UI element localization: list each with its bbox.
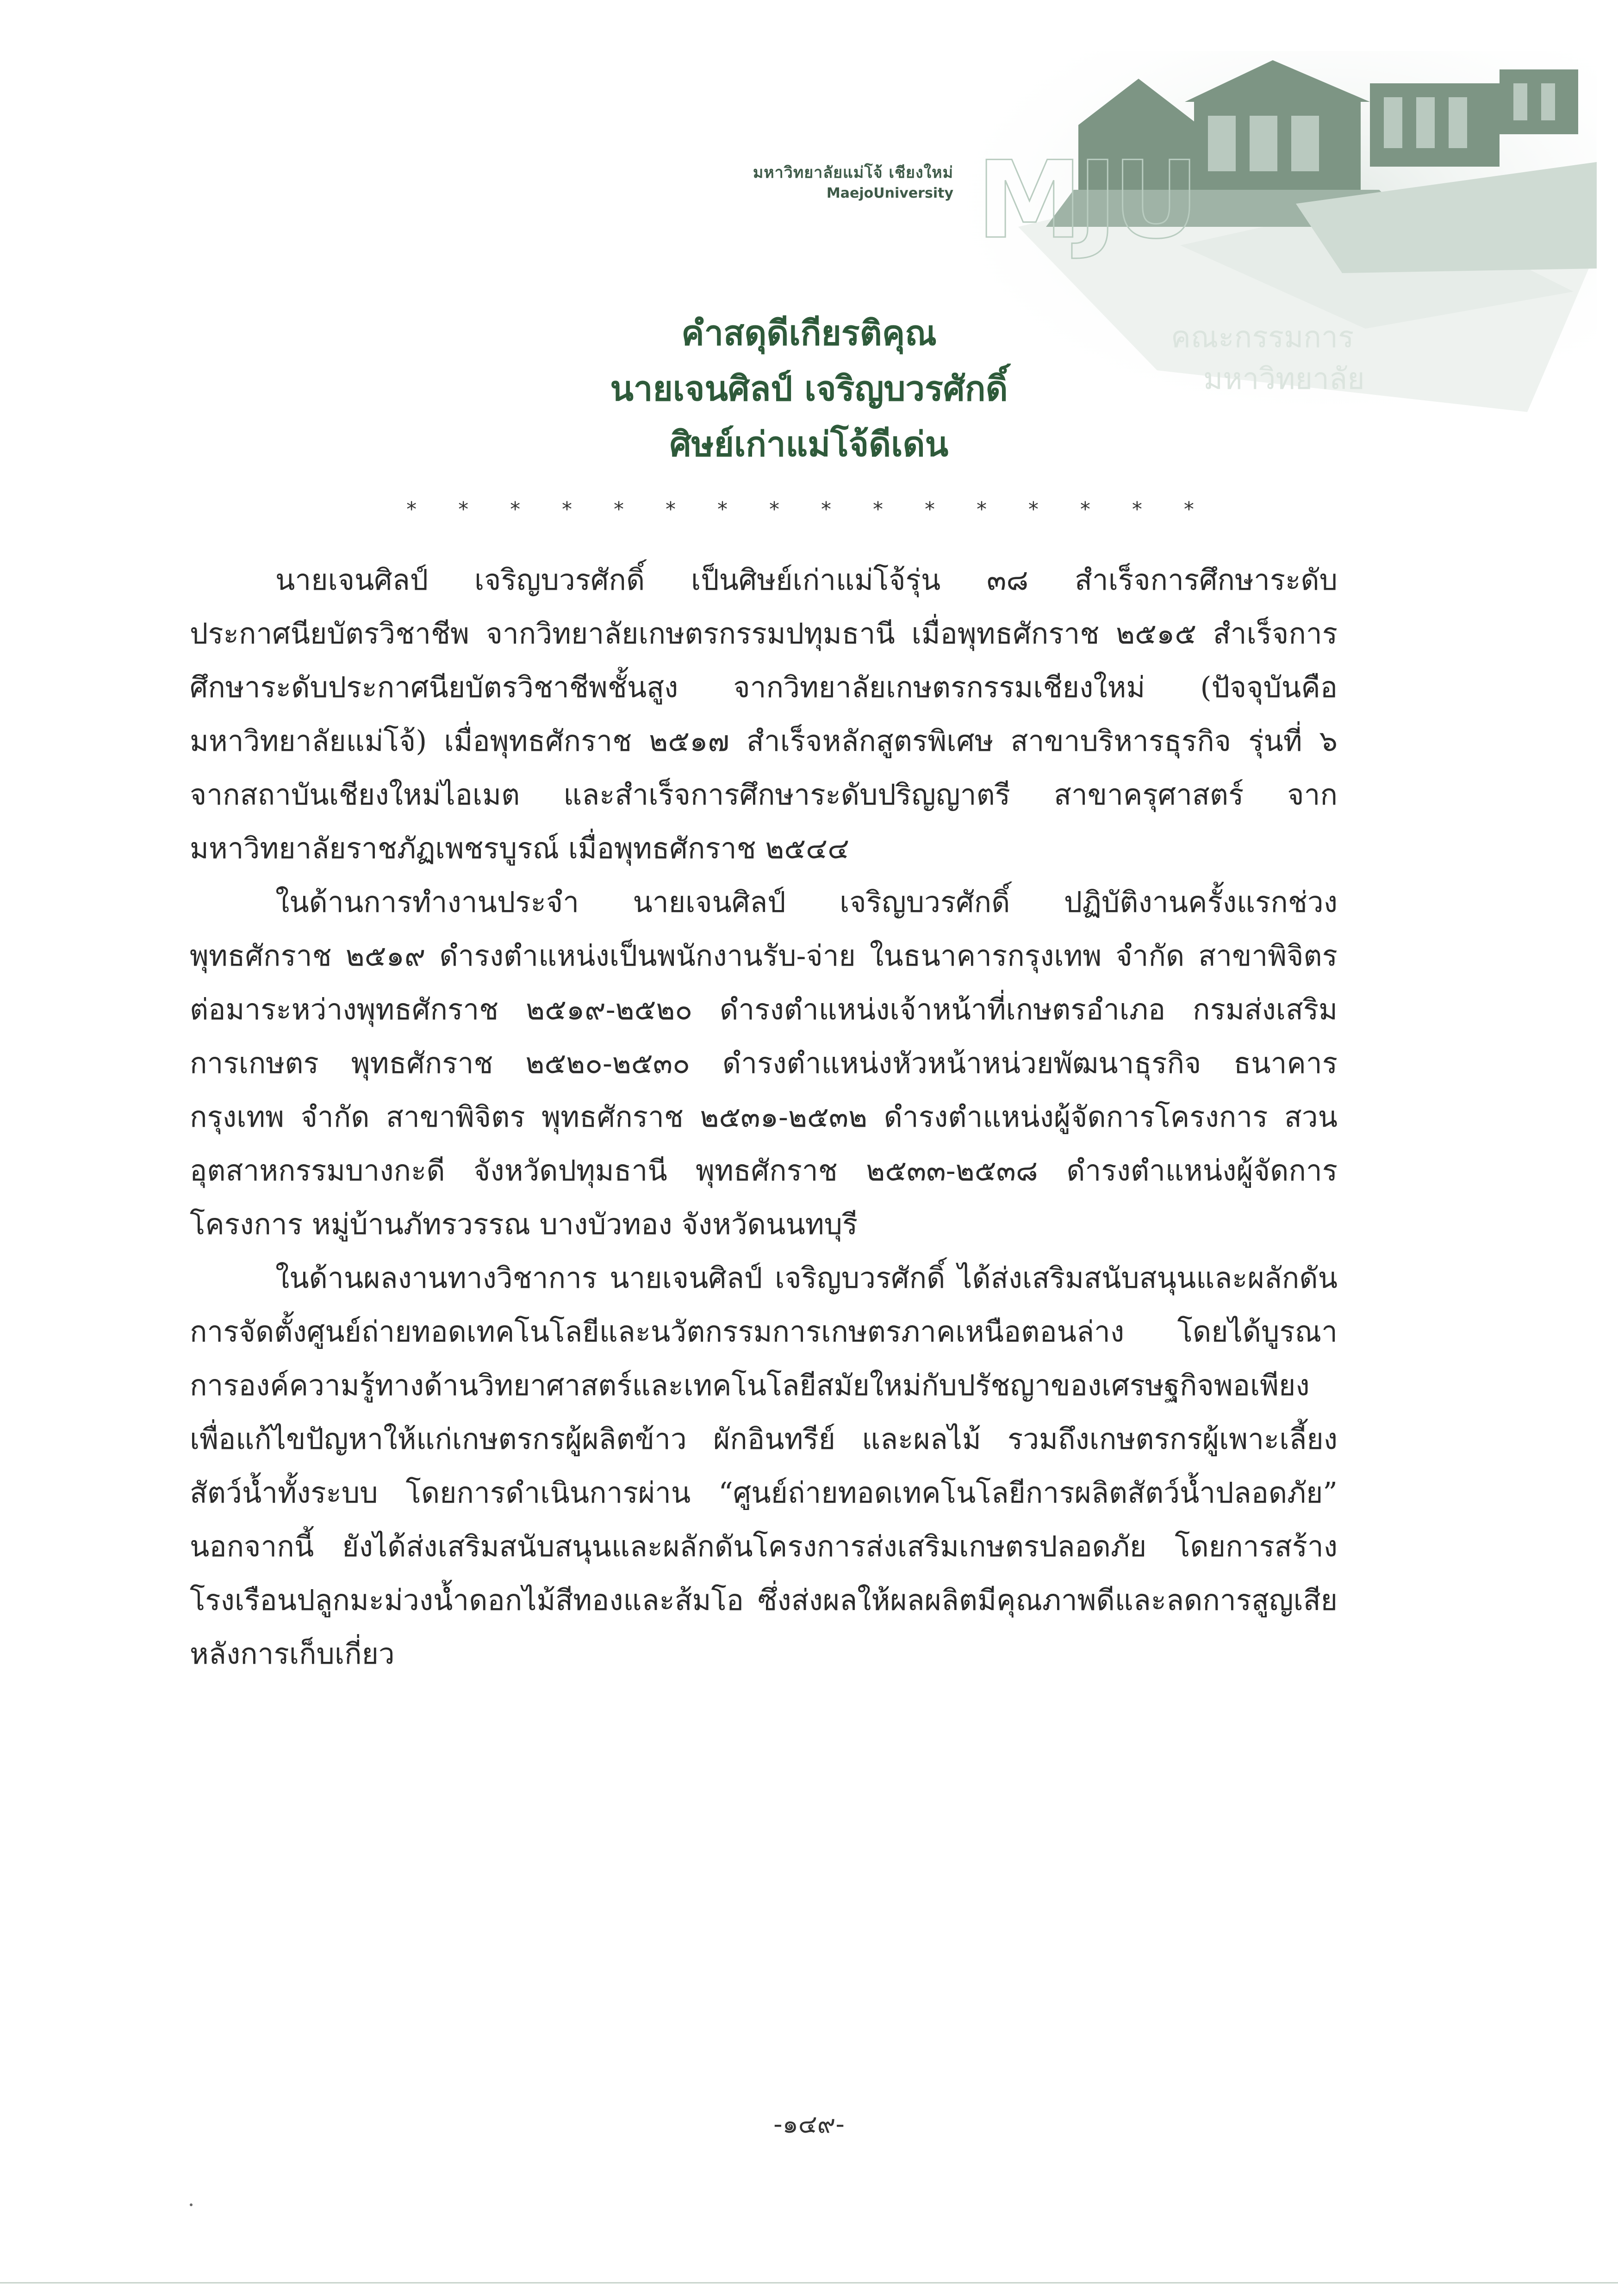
paragraph-career: ในด้านการทำงานประจำ นายเจนศิลป์ เจริญบวรศักดิ์ ปฏิบัติงานครั้งแรกช่วงพุทธศักราช ๒๕๑๙ ดำรงตำแหน่งเป็นพนักงานรับ-จ่าย ในธนาคารกรุงเทพ จำกัด สาขาพิจิตร ต่อมาระหว่างพุทธศักราช ๒๕๑๙-๒๕๒๐ ดำรงตำแหน่งเจ้าหน้าที่เกษตรอำเภอ กรมส่งเสริมการเกษตร พุทธศักราช ๒๕๒๐-๒๕๓๐ ดำรงตำแหน่งหัวหน้าหน่วยพัฒนาธุรกิจ ธนาคารกรุงเทพ จำกัด สาขาพิจิตร พุทธศักราช ๒๕๓๑-๒๕๓๒ ดำรงตำแหน่งผู้จัดการโครงการ สวนอุตสาหกรรมบางกะดี จังหวัดปทุมธานี พุทธศักราช ๒๕๓๓-๒๕๓๘ ดำรงตำแหน่งผู้จัดการโครงการ หมู่บ้านภัทรวรรณ บางบัวทอง จังหวัดนนทบุรี <box>190 885 1338 1241</box>
title-line-2: นายเจนศิลป์ เจริญบวรศักดิ์ <box>610 369 1008 409</box>
paragraph-education: นายเจนศิลป์ เจริญบวรศักดิ์ เป็นศิษย์เก่าแม่โจ้รุ่น ๓๘ สำเร็จการศึกษาระดับประกาศนียบัตรวิชาชีพ จากวิทยาลัยเกษตรกรรมปทุมธานี เมื่อพุทธศักราช ๒๕๑๕ สำเร็จการศึกษาระดับประกาศนียบัตรวิชาชีพชั้นสูง จากวิทยาลัยเกษตรกรรมเชียงใหม่ (ปัจจุบันคือ มหาวิทยาลัยแม่โจ้) เมื่อพุทธศักราช ๒๕๑๗ สำเร็จหลักสูตรพิเศษ สาขาบริหารธุรกิจ รุ่นที่ ๖ จากสถาบันเชียงใหม่ไอเมต และสำเร็จการศึกษาระดับปริญญาตรี สาขาครุศาสตร์ จากมหาวิทยาลัยราชภัฏเพชรบูรณ์ เมื่อพุทธศักราช ๒๕๔๔ <box>190 563 1338 865</box>
citation-body <box>190 553 1338 1681</box>
star-separator: * * * * * * * * * * * * * * * * <box>406 498 1212 521</box>
svg-text:คณะกรรมการ: คณะกรรมการ <box>1171 320 1354 355</box>
university-name-thai: มหาวิทยาลัยแม่โจ้ เชียงใหม่ <box>753 163 953 182</box>
paragraph-academic-work: ในด้านผลงานทางวิชาการ นายเจนศิลป์ เจริญบวรศักดิ์ ได้ส่งเสริมสนับสนุนและผลักดันการจัดตั้งศูนย์ถ่ายทอดเทคโนโลยีและนวัตกรรมการเกษตรภาคเหนือตอนล่าง โดยได้บูรณาการองค์ความรู้ทางด้านวิทยาศาสตร์และเทคโนโลยีสมัยใหม่กับปรัชญาของเศรษฐกิจพอเพียง เพื่อแก้ไขปัญหาให้แก่เกษตรกรผู้ผลิตข้าว ผักอินทรีย์ และผลไม้ รวมถึงเกษตรกรผู้เพาะเลี้ยงสัตว์น้ำทั้งระบบ โดยการดำเนินการผ่าน “ศูนย์ถ่ายทอดเทคโนโลยีการผลิตสัตว์น้ำปลอดภัย” นอกจากนี้ ยังได้ส่งเสริมสนับสนุนและผลักดันโครงการส่งเสริมเกษตรปลอดภัย โดยการสร้างโรงเรือนปลูกมะม่วงน้ำดอกไม้สีทองและส้มโอ ซึ่งส่งผลให้ผลผลิตมีคุณภาพดีและลดการสูญเสียหลังการเก็บเกี่ยว <box>190 1261 1338 1671</box>
svg-text:มหาวิทยาลัย: มหาวิทยาลัย <box>1203 362 1365 396</box>
page-number: -๑๔๙- <box>773 2109 845 2139</box>
page-bottom-edge <box>0 2282 1618 2284</box>
scan-speck <box>190 2203 193 2206</box>
university-name-english: MaejoUniversity <box>826 185 953 201</box>
title-line-1: คำสดุดีเกียรติคุณ <box>681 313 937 353</box>
title-line-3: ศิษย์เก่าแม่โจ้ดีเด่น <box>669 424 949 464</box>
title-block <box>0 306 1618 472</box>
university-monogram: MJU <box>977 139 1195 262</box>
